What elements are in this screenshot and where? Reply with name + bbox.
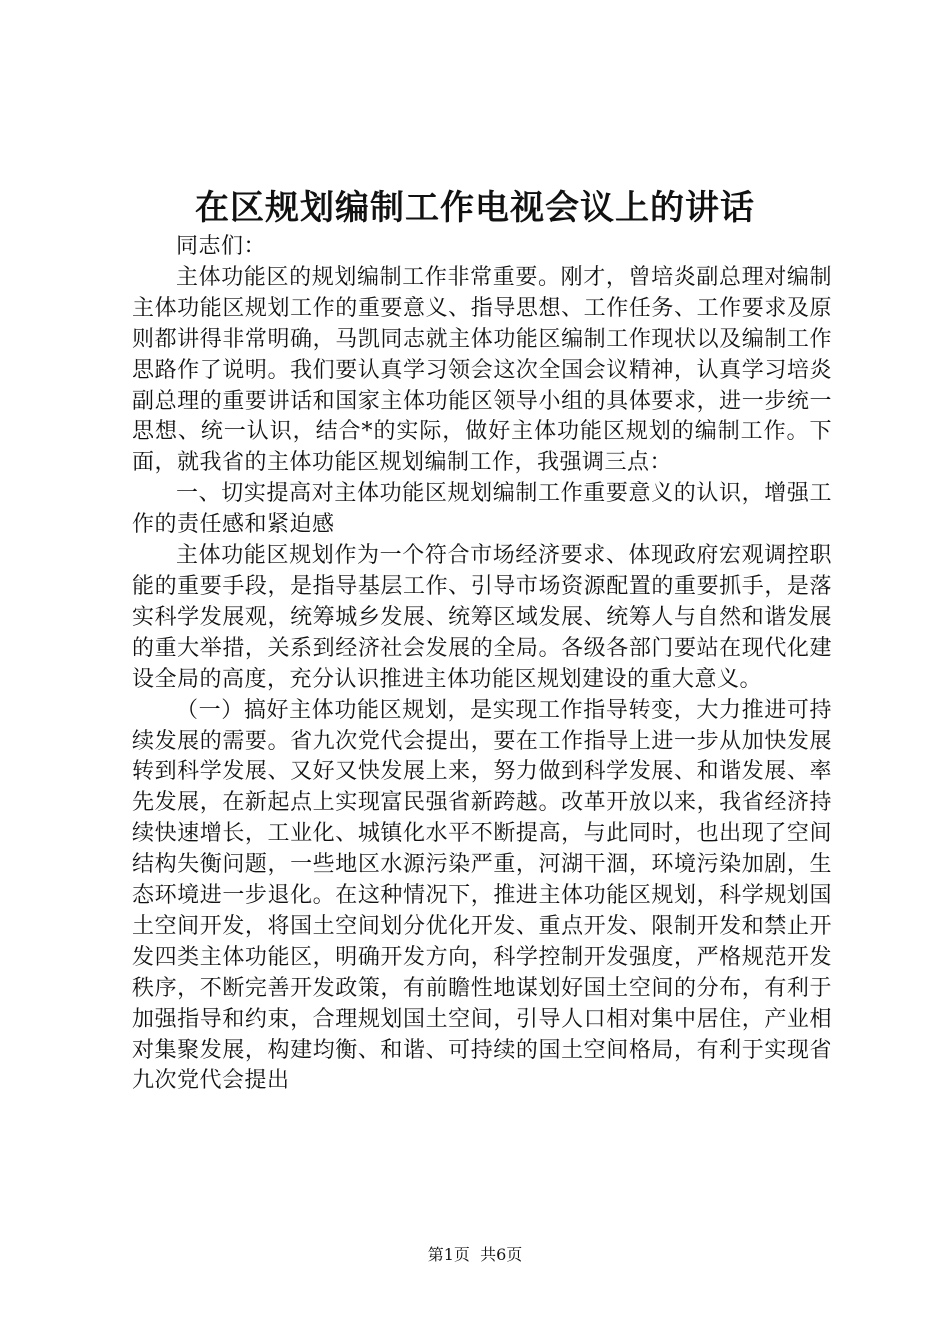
section-heading-1: 一、切实提高对主体功能区规划编制工作重要意义的认识，增强工作的责任感和紧迫感: [132, 481, 832, 538]
document-title: 在区规划编制工作电视会议上的讲话: [195, 188, 755, 228]
salutation-paragraph: 同志们：: [176, 234, 267, 259]
document-body: [132, 232, 832, 1097]
page-footer: [0, 1244, 950, 1266]
page-number: 第1页: [427, 1245, 470, 1264]
page-total: 共6页: [480, 1245, 523, 1264]
subsection-1-paragraph: （一）搞好主体功能区规划，是实现工作指导转变，大力推进可持续发展的需要。省九次党代会提出，要在工作指导上进一步从加快发展转到科学发展、又好又快发展上来，努力做到科学发展、和谐发展、率先发展，在新起点上实现富民强省新跨越。改革开放以来，我省经济持续快速增长，工业化、城镇化水平不断提高，与此同时，也出现了空间结构失衡问题，一些地区水源污染严重，河湖干涸，环境污染加剧，生态环境进一步退化。在这种情况下，推进主体功能区规划，科学规划国土空间开发，将国土空间划分优化开发、重点开发、限制开发和禁止开发四类主体功能区，明确开发方向，科学控制开发强度，严格规范开发秩序，不断完善开发政策，有前瞻性地谋划好国土空间的分布，有利于加强指导和约束，合理规划国土空间，引导人口相对集中居住，产业相对集聚发展，构建均衡、和谐、可持续的国土空间格局，有利于实现省九次党代会提出: [132, 697, 832, 1094]
section-1-paragraph: 主体功能区规划作为一个符合市场经济要求、体现政府宏观调控职能的重要手段，是指导基层工作、引导市场资源配置的重要抓手，是落实科学发展观，统筹城乡发展、统筹区域发展、统筹人与自然和谐发展的重大举措，关系到经济社会发展的全局。各级各部门要站在现代化建设全局的高度，充分认识推进主体功能区规划建设的重大意义。: [132, 543, 832, 692]
intro-paragraph: 主体功能区的规划编制工作非常重要。刚才，曾培炎副总理对编制主体功能区规划工作的重要意义、指导思想、工作任务、工作要求及原则都讲得非常明确，马凯同志就主体功能区编制工作现状以及编制工作思路作了说明。我们要认真学习领会这次全国会议精神，认真学习培炎副总理的重要讲话和国家主体功能区领导小组的具体要求，进一步统一思想、统一认识，结合*的实际，做好主体功能区规划的编制工作。下面，就我省的主体功能区规划编制工作，我强调三点：: [132, 264, 832, 476]
